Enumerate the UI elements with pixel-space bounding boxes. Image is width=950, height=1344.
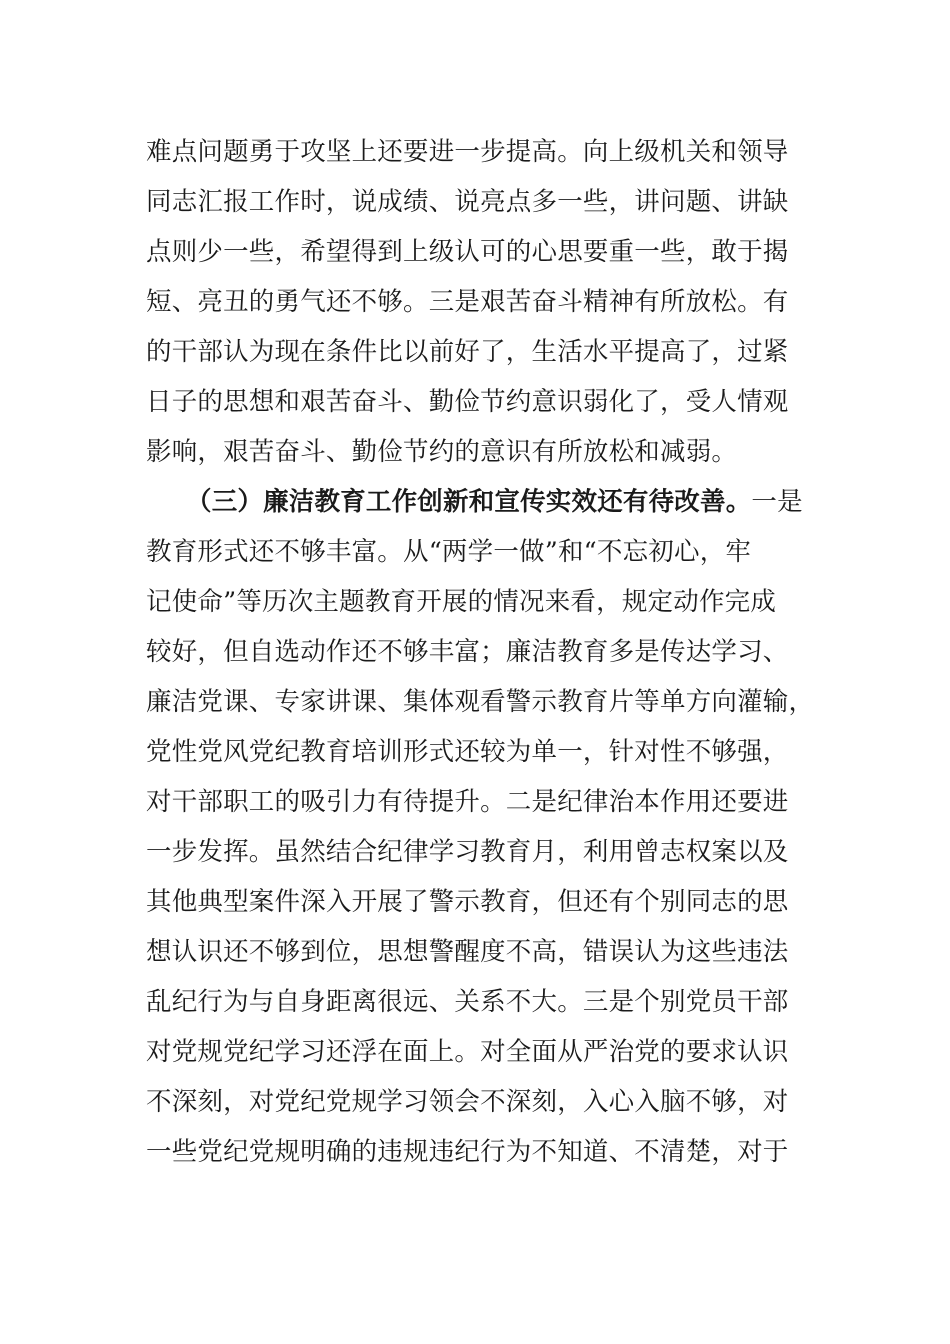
text-line: 不深刻，对党纪党规学习领会不深刻，入心入脑不够，对 [146, 1087, 789, 1117]
section-heading-line [186, 477, 806, 527]
text-line: 难点问题勇于攻坚上还要进一步提高。向上级机关和领导 [146, 137, 789, 167]
heading-continuation: 一是 [751, 487, 803, 517]
section-heading: （三）廉洁教育工作创新和宣传实效还有待改善。 [186, 487, 752, 517]
text-line: 对干部职工的吸引力有待提升。二是纪律治本作用还要进 [146, 787, 789, 817]
text-line: 对党规党纪学习还浮在面上。对全面从严治党的要求认识 [146, 1037, 789, 1067]
text-line: 记使命”等历次主题教育开展的情况来看，规定动作完成 [146, 587, 777, 617]
text-line: 点则少一些，希望得到上级认可的心思要重一些，敢于揭 [146, 237, 789, 267]
text-line: 党性党风党纪教育培训形式还较为单一，针对性不够强， [146, 737, 789, 767]
text-line: 教育形式还不够丰富。从“两学一做”和“不忘初心，牢 [146, 537, 752, 567]
text-line: 同志汇报工作时，说成绩、说亮点多一些，讲问题、讲缺 [146, 187, 789, 217]
text-line: 一步发挥。虽然结合纪律学习教育月，利用曾志权案以及 [146, 837, 789, 867]
text-line: 日子的思想和艰苦奋斗、勤俭节约意识弱化了，受人情观 [146, 387, 789, 417]
text-line: 想认识还不够到位，思想警醒度不高，错误认为这些违法 [146, 937, 789, 967]
text-line: 乱纪行为与自身距离很远、关系不大。三是个别党员干部 [146, 987, 789, 1017]
text-line: 廉洁党课、专家讲课、集体观看警示教育片等单方向灌输， [146, 687, 815, 717]
text-line: 短、亮丑的勇气还不够。三是艰苦奋斗精神有所放松。有 [146, 287, 789, 317]
text-line: 影响，艰苦奋斗、勤俭节约的意识有所放松和减弱。 [146, 437, 738, 467]
text-line: 一些党纪党规明确的违规违纪行为不知道、不清楚，对于 [146, 1137, 789, 1167]
text-line: 的干部认为现在条件比以前好了，生活水平提高了，过紧 [146, 337, 789, 367]
text-line: 其他典型案件深入开展了警示教育，但还有个别同志的思 [146, 887, 789, 917]
text-line: 较好，但自选动作还不够丰富；廉洁教育多是传达学习、 [146, 637, 789, 667]
